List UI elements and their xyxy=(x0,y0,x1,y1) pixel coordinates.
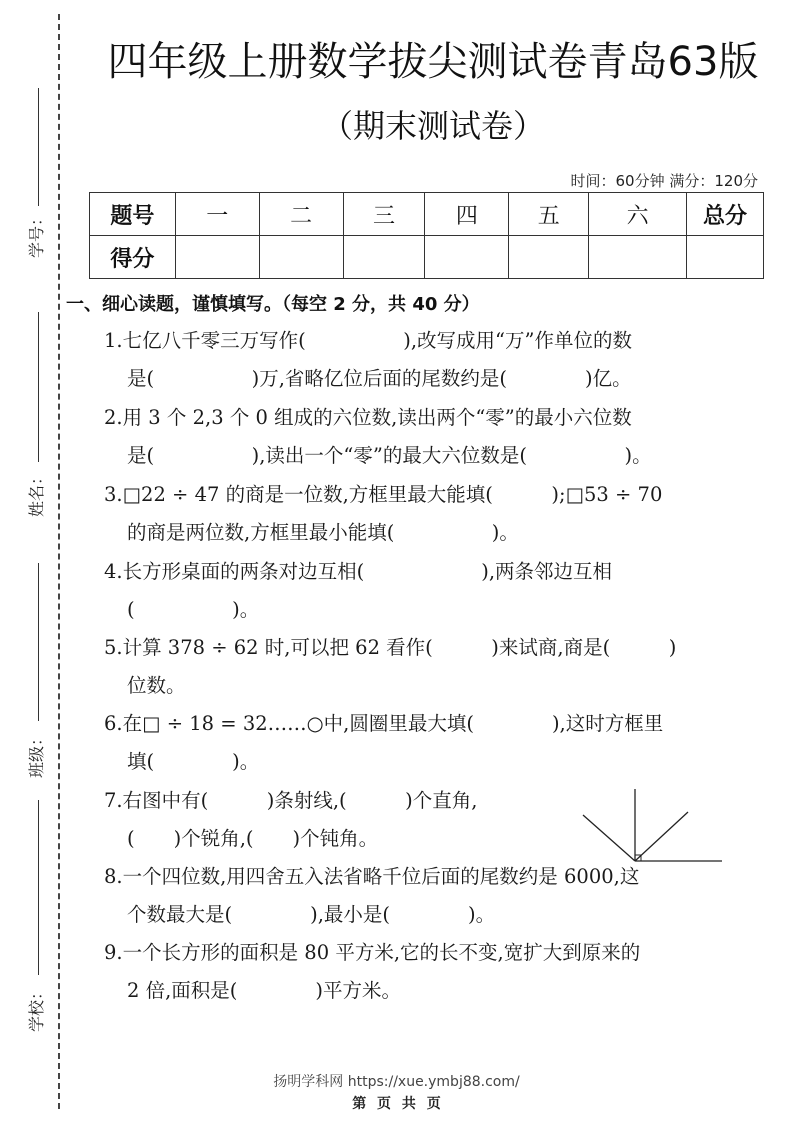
header-cell-total: 总分 xyxy=(687,193,764,236)
score-cell-total[interactable] xyxy=(687,236,764,279)
student-name-field[interactable] xyxy=(10,312,50,522)
header-cell-question-no: 题号 xyxy=(90,193,176,236)
question-5 xyxy=(104,629,724,705)
question-1 xyxy=(104,322,724,398)
question-number: 8. xyxy=(104,865,123,888)
binding-dashed-line xyxy=(58,14,60,1109)
question-text-line2: 个数最大是( ),最小是( )。 xyxy=(127,903,496,926)
question-7 xyxy=(104,782,574,858)
question-number: 3. xyxy=(104,483,123,506)
time-and-score-info: 时间：60分钟 满分：120分 xyxy=(570,172,758,190)
student-id-underline xyxy=(38,88,39,206)
question-8 xyxy=(104,858,724,934)
question-number: 4. xyxy=(104,560,123,583)
score-cell-2[interactable] xyxy=(259,236,343,279)
question-text-line2: ( )个锐角,( )个钝角。 xyxy=(127,827,379,850)
header-cell-3: 三 xyxy=(343,193,425,236)
question-text-line2: 2 倍,面积是( )平方米。 xyxy=(127,979,402,1002)
score-row-label: 得分 xyxy=(90,236,176,279)
class-label: 班级： xyxy=(27,729,46,778)
question-text-line1: 在□ ÷ 18 = 32……○中,圆圈里最大填( ),这时方框里 xyxy=(122,712,664,735)
question-text-line2: 填( )。 xyxy=(127,750,260,773)
student-id-label: 学号： xyxy=(27,209,46,258)
score-cell-6[interactable] xyxy=(589,236,687,279)
header-cell-2: 二 xyxy=(259,193,343,236)
question-text-line2: 位数。 xyxy=(127,674,186,697)
class-field[interactable] xyxy=(10,563,50,783)
header-cell-6: 六 xyxy=(589,193,687,236)
header-cell-1: 一 xyxy=(175,193,259,236)
question-number: 5. xyxy=(104,636,123,659)
question-text-line1: 用 3 个 2,3 个 0 组成的六位数,读出两个“零”的最小六位数 xyxy=(122,406,632,429)
score-table-header-row xyxy=(90,193,764,236)
footer-website: 扬明学科网 https://xue.ymbj88.com/ xyxy=(273,1074,520,1090)
student-name-underline xyxy=(38,312,39,462)
question-text-line1: 右图中有( )条射线,( )个直角, xyxy=(122,789,478,812)
question-number: 6. xyxy=(104,712,123,735)
question-text-line2: ( )。 xyxy=(127,598,260,621)
score-cell-1[interactable] xyxy=(175,236,259,279)
question-text-line1: 七亿八千零三万写作( ),改写成用“万”作单位的数 xyxy=(122,329,632,352)
question-text-line2: 是( )万,省略亿位后面的尾数约是( )亿。 xyxy=(127,367,632,390)
header-cell-4: 四 xyxy=(425,193,509,236)
school-field[interactable] xyxy=(10,800,50,1035)
header-cell-5: 五 xyxy=(509,193,589,236)
score-cell-3[interactable] xyxy=(343,236,425,279)
score-table-score-row xyxy=(90,236,764,279)
question-number: 1. xyxy=(104,329,123,352)
question-text-line1: 长方形桌面的两条对边互相( ),两条邻边互相 xyxy=(122,560,613,583)
score-cell-4[interactable] xyxy=(425,236,509,279)
question-number: 2. xyxy=(104,406,123,429)
question-number: 7. xyxy=(104,789,123,812)
section-1-heading: 一、细心读题，谨慎填写。（每空 2 分，共 40 分） xyxy=(66,294,480,315)
rays-angle-figure xyxy=(575,785,725,865)
class-underline xyxy=(38,563,39,721)
question-3 xyxy=(104,476,724,552)
school-label: 学校： xyxy=(27,983,46,1032)
question-text-line1: 一个长方形的面积是 80 平方米,它的长不变,宽扩大到原来的 xyxy=(122,941,641,964)
question-4 xyxy=(104,553,724,629)
question-number: 9. xyxy=(104,941,123,964)
question-text-line1: 计算 378 ÷ 62 时,可以把 62 看作( )来试商,商是( ) xyxy=(122,636,677,659)
question-text-line1: □22 ÷ 47 的商是一位数,方框里最大能填( );□53 ÷ 70 xyxy=(122,483,663,506)
question-2 xyxy=(104,399,724,475)
question-9 xyxy=(104,934,724,1010)
school-underline xyxy=(38,800,39,975)
student-id-field[interactable] xyxy=(10,88,50,268)
exam-title: 四年级上册数学拔尖测试卷青岛63版 xyxy=(107,39,759,85)
question-text-line2: 的商是两位数,方框里最小能填( )。 xyxy=(127,521,519,544)
exam-subtitle: （期末测试卷） xyxy=(320,107,545,145)
question-text-line1: 一个四位数,用四舍五入法省略千位后面的尾数约是 6000,这 xyxy=(122,865,640,888)
student-name-label: 姓名： xyxy=(27,468,46,517)
score-cell-5[interactable] xyxy=(509,236,589,279)
question-text-line2: 是( ),读出一个“零”的最大六位数是( )。 xyxy=(127,444,652,467)
score-table xyxy=(89,192,764,279)
footer-page-number: 第 页 共 页 xyxy=(352,1096,441,1112)
question-6 xyxy=(104,705,724,781)
